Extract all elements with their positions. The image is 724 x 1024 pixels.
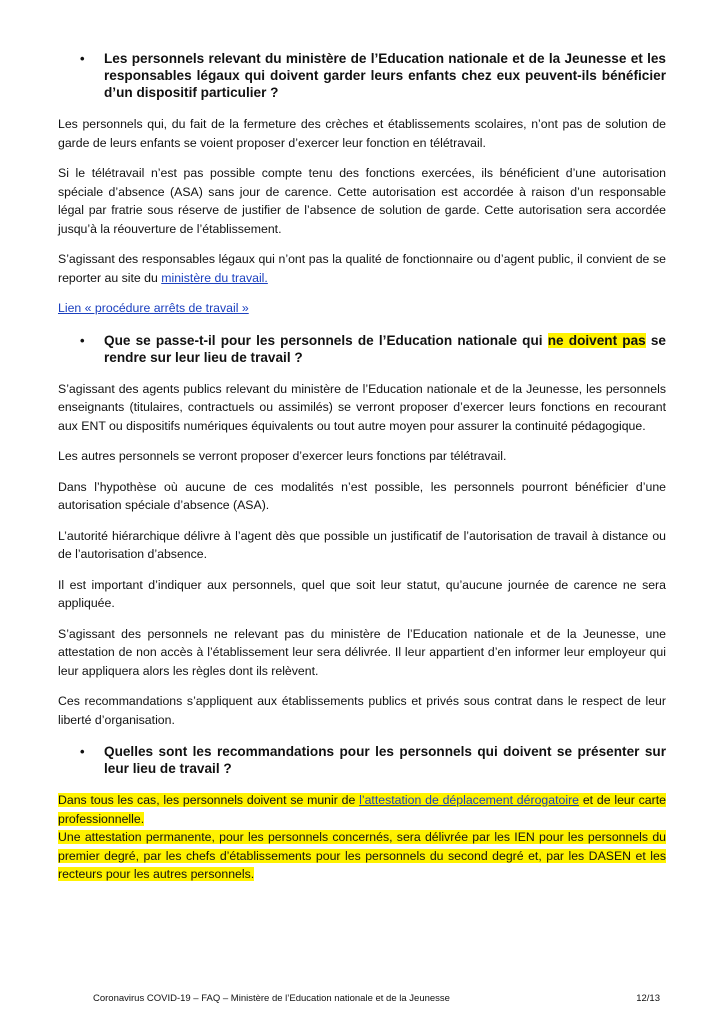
procedure-arrets-link[interactable]: Lien « procédure arrêts de travail » bbox=[58, 301, 249, 315]
paragraph bbox=[58, 828, 666, 884]
bullet-icon: • bbox=[80, 51, 85, 66]
paragraph bbox=[58, 791, 666, 828]
paragraph: S’agissant des personnels ne relevant pas du ministère de l’Education nationale et de la Jeunesse, une attestation de non accès à l’établissement leur sera délivrée. Il leur appartient d’en informer leur employeur qui leur appliquera alors les règles dont ils relèvent. bbox=[58, 626, 666, 678]
paragraph: Ces recommandations s’appliquent aux établissements publics et privés sous contrat dans le respect de leur liberté d’organisation. bbox=[58, 694, 666, 727]
highlighted-block bbox=[58, 791, 666, 884]
ministere-travail-link[interactable]: ministère du travail. bbox=[161, 270, 268, 285]
paragraph: Il est important d’indiquer aux personnels, quel que soit leur statut, qu’aucune journée de carence ne sera appliquée. bbox=[58, 577, 666, 610]
page-number: 12/13 bbox=[636, 993, 660, 1004]
page-content bbox=[58, 50, 666, 894]
question-heading-3 bbox=[58, 743, 666, 777]
paragraph: Les personnels qui, du fait de la fermeture des crèches et établissements scolaires, n’ont pas de solution de garde de leurs enfants se voient proposer d’exercer leur fonction en télétravail. bbox=[58, 117, 666, 150]
highlighted-text: ne doivent pas bbox=[547, 332, 646, 348]
highlighted-text: et de leur carte professionnelle. bbox=[58, 793, 666, 826]
question-text-part: Que se passe-t-il pour les personnels de l’Education nationale qui bbox=[104, 332, 548, 348]
bullet-icon: • bbox=[80, 332, 85, 348]
question-text-part: se rendre sur leur lieu de travail ? bbox=[104, 332, 666, 365]
question-text: Les personnels relevant du ministère de l’Education nationale et de la Jeunesse et les responsables légaux qui doivent garder leurs enfants chez eux peuvent-ils bénéficier d’un dispositif particulier ? bbox=[104, 51, 666, 100]
paragraph: Si le télétravail n’est pas possible compte tenu des fonctions exercées, ils bénéficient d’une autorisation spéciale d’absence (ASA) sans jour de carence. Cette autorisation est accordée à raison d’un responsable légal par fratrie sous réserve de justifier de l’absence de solution de garde. Cette autorisation sera accordée jusqu’à la réouverture de l’établissement. bbox=[58, 166, 666, 236]
bullet-icon: • bbox=[80, 744, 85, 759]
footer-text: Coronavirus COVID-19 – FAQ – Ministère de l’Education nationale et de la Jeunesse bbox=[93, 993, 450, 1004]
question-heading-1 bbox=[58, 50, 666, 101]
paragraph bbox=[58, 299, 666, 318]
highlighted-text: Une attestation permanente, pour les personnels concernés, sera délivrée par les IEN pour les personnels du premier degré, par les chefs d’établissements pour les personnels du second degré et, par les DASEN et les recteurs pour les autres personnels. bbox=[58, 830, 666, 881]
question-text: Quelles sont les recommandations pour les personnels qui doivent se présenter sur leur lieu de travail ? bbox=[104, 744, 666, 776]
paragraph: L’autorité hiérarchique délivre à l’agent dès que possible un justificatif de l’autorisation de travail à distance ou de l’autorisation d’absence. bbox=[58, 528, 666, 561]
paragraph: S’agissant des agents publics relevant du ministère de l’Education nationale et de la Jeunesse, les personnels enseignants (titulaires, contractuels ou assimilés) se verront proposer d’exercer leurs fonctions en recourant aux ENT ou dispositifs numériques équivalents ou tout autre moyen pour assurer la continuité pédagogique. bbox=[58, 381, 666, 433]
highlighted-text: Dans tous les cas, les personnels doivent se munir de bbox=[58, 793, 360, 807]
paragraph: Les autres personnels se verront proposer d’exercer leurs fonctions par télétravail. bbox=[58, 449, 507, 463]
paragraph bbox=[58, 250, 666, 287]
question-text bbox=[104, 332, 666, 366]
question-heading-2 bbox=[58, 332, 666, 366]
paragraph-text: S’agissant des responsables légaux qui n’ont pas la qualité de fonctionnaire ou d’agent public, il convient de se reporter au site du bbox=[58, 252, 666, 285]
paragraph: Dans l’hypothèse où aucune de ces modalités n’est possible, les personnels pourront bénéficier d’une autorisation spéciale d’absence (ASA). bbox=[58, 479, 666, 512]
attestation-derogatoire-link[interactable]: l’attestation de déplacement dérogatoire bbox=[359, 793, 580, 807]
